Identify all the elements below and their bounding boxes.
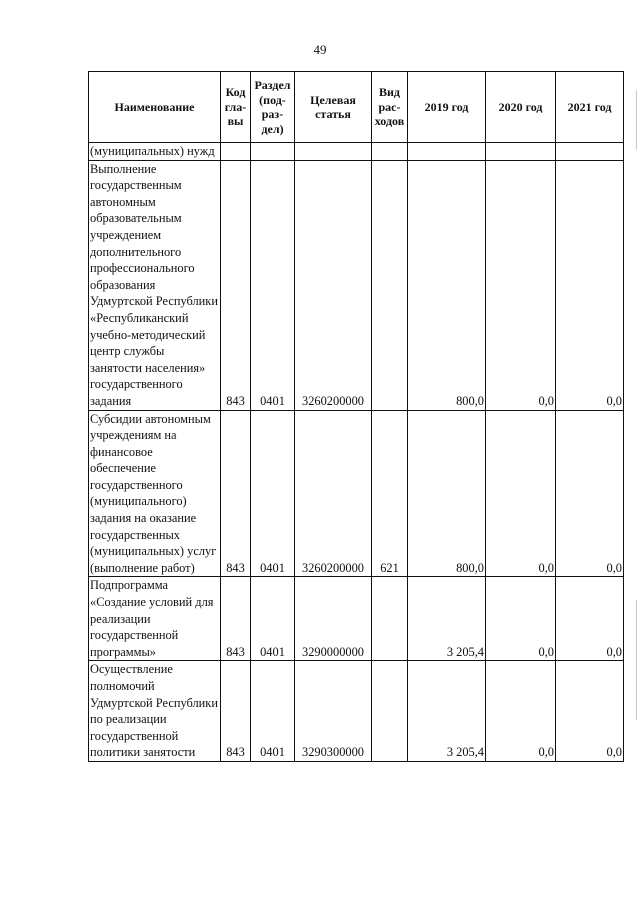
cell-expense-type bbox=[372, 577, 408, 661]
header-section: Раздел (под-раз-дел) bbox=[251, 72, 295, 143]
header-target-article: Целевая статья bbox=[295, 72, 372, 143]
budget-table bbox=[88, 71, 624, 762]
cell-target-article bbox=[295, 143, 372, 161]
cell-name: Субсидии автономным учреждениям на финансовое обеспечение государственного (муниципального) задания на оказание государственных (муниципальных) услуг (выполнение работ) bbox=[89, 410, 221, 577]
cell-target-article: 3260200000 bbox=[295, 410, 372, 577]
table-header-row bbox=[89, 72, 624, 143]
cell-section: 0401 bbox=[251, 410, 295, 577]
header-chapter-code: Код гла-вы bbox=[221, 72, 251, 143]
cell-name: Осуществление полномочий Удмуртской Республики по реализации государственной политики занятости bbox=[89, 661, 221, 762]
table-row bbox=[89, 661, 624, 762]
header-2019: 2019 год bbox=[408, 72, 486, 143]
cell-target-article: 3260200000 bbox=[295, 160, 372, 410]
cell-expense-type bbox=[372, 661, 408, 762]
table-row bbox=[89, 160, 624, 410]
cell-chapter-code: 843 bbox=[221, 410, 251, 577]
header-name: Наименование bbox=[89, 72, 221, 143]
cell-section: 0401 bbox=[251, 160, 295, 410]
cell-2020: 0,0 bbox=[486, 160, 556, 410]
table-row bbox=[89, 410, 624, 577]
cell-2021: 0,0 bbox=[556, 577, 624, 661]
page-number: 49 bbox=[313, 42, 327, 57]
cell-expense-type bbox=[372, 143, 408, 161]
scan-edge-mark bbox=[636, 90, 637, 150]
cell-section: 0401 bbox=[251, 661, 295, 762]
cell-2020 bbox=[486, 143, 556, 161]
scan-edge-mark bbox=[636, 600, 637, 720]
cell-name: Подпрограмма «Создание условий для реализации государственной программы» bbox=[89, 577, 221, 661]
header-2020: 2020 год bbox=[486, 72, 556, 143]
cell-name: (муниципальных) нужд bbox=[89, 143, 221, 161]
cell-2019: 800,0 bbox=[408, 160, 486, 410]
cell-2020: 0,0 bbox=[486, 661, 556, 762]
cell-2020: 0,0 bbox=[486, 410, 556, 577]
cell-2020: 0,0 bbox=[486, 577, 556, 661]
cell-target-article: 3290300000 bbox=[295, 661, 372, 762]
cell-chapter-code: 843 bbox=[221, 577, 251, 661]
cell-expense-type bbox=[372, 160, 408, 410]
cell-2019: 800,0 bbox=[408, 410, 486, 577]
cell-chapter-code bbox=[221, 143, 251, 161]
table-row bbox=[89, 577, 624, 661]
cell-2021: 0,0 bbox=[556, 410, 624, 577]
cell-2019: 3 205,4 bbox=[408, 661, 486, 762]
cell-2021: 0,0 bbox=[556, 661, 624, 762]
cell-section: 0401 bbox=[251, 577, 295, 661]
cell-expense-type: 621 bbox=[372, 410, 408, 577]
cell-section bbox=[251, 143, 295, 161]
cell-2019: 3 205,4 bbox=[408, 577, 486, 661]
cell-2021: 0,0 bbox=[556, 160, 624, 410]
cell-2019 bbox=[408, 143, 486, 161]
header-2021: 2021 год bbox=[556, 72, 624, 143]
header-expense-type: Вид рас-ходов bbox=[372, 72, 408, 143]
cell-target-article: 3290000000 bbox=[295, 577, 372, 661]
cell-chapter-code: 843 bbox=[221, 160, 251, 410]
cell-name: Выполнение государственным автономным образовательным учреждением дополнительного профессионального образования Удмуртской Республики «Республиканский учебно-методический центр службы занятости населения» государственного задания bbox=[89, 160, 221, 410]
cell-chapter-code: 843 bbox=[221, 661, 251, 762]
table-row bbox=[89, 143, 624, 161]
cell-2021 bbox=[556, 143, 624, 161]
